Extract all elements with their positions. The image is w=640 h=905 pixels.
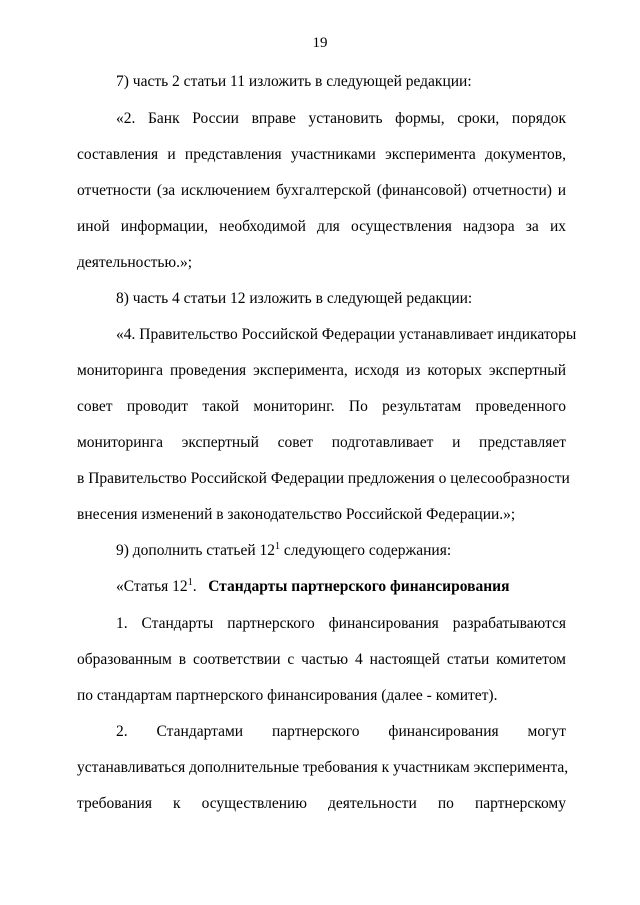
paragraph-9-text: 9) дополнить статьей 12 <box>116 542 276 559</box>
paragraph-line: мониторинга экспертный совет подготавливает и представляет <box>77 434 566 451</box>
article-dot: . <box>192 578 197 595</box>
paragraph-line: образованным в соответствии с частью 4 настоящей статьи комитетом <box>77 651 566 668</box>
paragraph-line: по стандартам партнерского финансирования (далее - комитет). <box>77 687 498 704</box>
paragraph-line: отчетности (за исключением бухгалтерской (финансовой) отчетности) и <box>77 182 566 199</box>
paragraph-line: деятельностью.»; <box>77 254 193 271</box>
paragraph-9-intro <box>116 542 566 560</box>
paragraph-line: в Правительство Российской Федерации предложения о целесообразности <box>77 470 570 487</box>
paragraph-9-tail: следующего содержания: <box>283 542 452 559</box>
paragraph-7-intro: 7) часть 2 статьи 11 изложить в следующей редакции: <box>116 73 472 90</box>
paragraph-line: «2. Банк России вправе установить формы, сроки, порядок <box>116 110 566 127</box>
paragraph-line: устанавливаться дополнительные требования к участникам эксперимента, <box>77 759 569 776</box>
paragraph-line: 2. Стандартами партнерского финансирования могут <box>116 723 566 740</box>
article-heading <box>116 578 566 596</box>
superscript: 1 <box>187 577 193 588</box>
paragraph-line: «4. Правительство Российской Федерации устанавливает индикаторы <box>116 326 577 343</box>
paragraph-line: 1. Стандарты партнерского финансирования разрабатываются <box>116 615 566 632</box>
paragraph-line: составления и представления участниками эксперимента документов, <box>77 146 566 163</box>
article-title: Стандарты партнерского финансирования <box>208 578 510 595</box>
paragraph-line: мониторинга проведения эксперимента, исходя из которых экспертный <box>77 362 566 379</box>
paragraph-line: внесения изменений в законодательство Российской Федерации.»; <box>77 506 516 523</box>
paragraph-8-intro: 8) часть 4 статьи 12 изложить в следующей редакции: <box>116 290 473 307</box>
page-number: 19 <box>312 35 328 51</box>
superscript: 1 <box>275 541 281 552</box>
article-label: «Статья 12 <box>116 578 188 595</box>
paragraph-line: совет проводит такой мониторинг. По результатам проведенного <box>77 398 566 415</box>
paragraph-line: требования к осуществлению деятельности по партнерскому <box>77 795 566 812</box>
paragraph-line: иной информации, необходимой для осуществления надзора за их <box>77 218 566 235</box>
